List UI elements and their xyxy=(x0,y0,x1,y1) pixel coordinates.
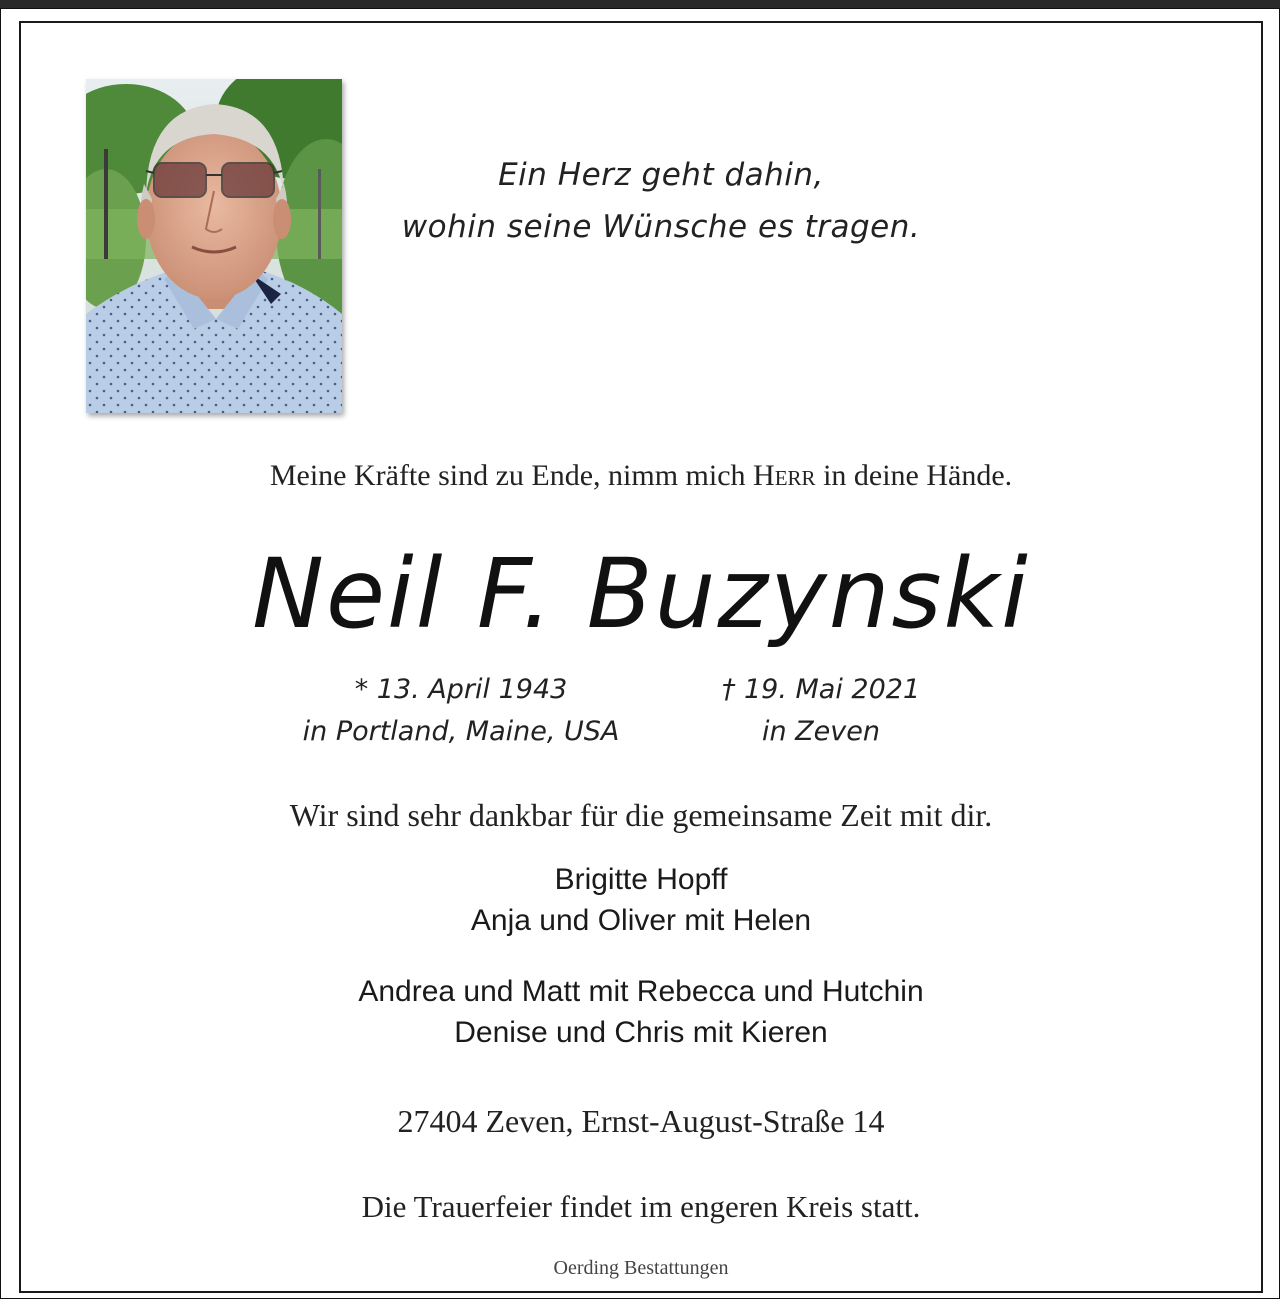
mourners-group-2 xyxy=(1,971,1280,1053)
quote-line-2: wohin seine Wünsche es tragen. xyxy=(401,209,921,245)
birth-info xyxy=(261,669,661,753)
thanks-line: Wir sind sehr dankbar für die gemeinsame Zeit mit dir. xyxy=(289,797,993,833)
death-date: † 19. Mai 2021 xyxy=(721,674,921,705)
mourner-name: Anja und Oliver mit Helen xyxy=(470,904,812,937)
quote-line-1: Ein Herz geht dahin, xyxy=(498,157,824,193)
mourner-name: Denise und Chris mit Kieren xyxy=(454,1016,828,1049)
verse-line xyxy=(1,459,1280,493)
ceremony-note: Die Trauerfeier findet im engeren Kreis statt. xyxy=(361,1189,921,1224)
mourner-name: Andrea und Matt mit Rebecca und Hutchin xyxy=(358,975,924,1008)
death-info xyxy=(621,669,1021,753)
verse-text-after: in deine Hände. xyxy=(815,459,1013,492)
death-place: in Zeven xyxy=(761,716,880,747)
undertaker-name: Oerding Bestattungen xyxy=(553,1257,729,1279)
family-address: 27404 Zeven, Ernst-August-Straße 14 xyxy=(397,1103,885,1139)
opening-quote xyxy=(361,149,961,253)
birth-date: * 13. April 1943 xyxy=(354,674,568,705)
mourners-group-1 xyxy=(1,859,1280,941)
obituary-page xyxy=(0,8,1280,1299)
deceased-name: Neil F. Buzynski xyxy=(252,538,1030,650)
verse-lord: Herr xyxy=(753,459,816,492)
portrait-photo xyxy=(86,79,342,413)
mourner-name: Brigitte Hopff xyxy=(554,863,728,896)
verse-text-before: Meine Kräfte sind zu Ende, nimm mich xyxy=(269,459,754,492)
birth-place: in Portland, Maine, USA xyxy=(302,716,620,747)
